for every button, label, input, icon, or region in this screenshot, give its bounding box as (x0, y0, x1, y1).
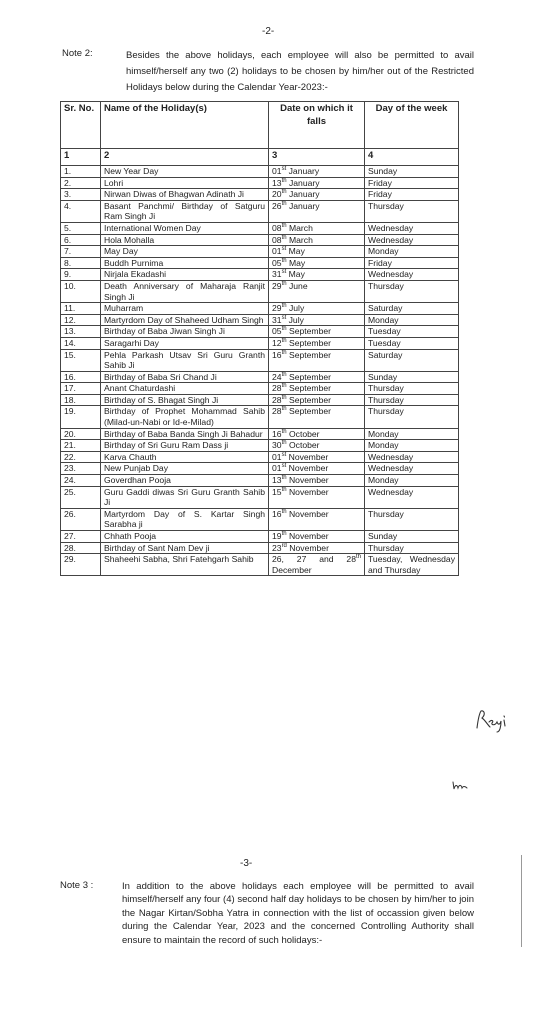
holiday-date (269, 406, 365, 428)
date-month: July (288, 314, 304, 325)
day-of-week: Friday (365, 257, 459, 269)
date-month: June (288, 280, 308, 291)
day-of-week: Thursday (365, 383, 459, 395)
date-suffix: th (281, 395, 287, 402)
table-row (61, 451, 459, 463)
date-suffix: th (281, 475, 287, 482)
holiday-name: Chhath Pooja (101, 531, 269, 543)
holiday-name: Lohri (101, 177, 269, 189)
date-suffix: th (281, 428, 287, 435)
holiday-date (269, 337, 365, 349)
holiday-name: Martyrdom Day of Shaheed Udham Singh (101, 314, 269, 326)
serial-number: 22. (61, 451, 101, 463)
date-month: March (288, 234, 313, 245)
date-day: 01 (272, 463, 282, 474)
serial-number: 3. (61, 189, 101, 201)
date-day: 16 (272, 508, 282, 519)
date-month: March (288, 222, 313, 233)
holiday-date (269, 257, 365, 269)
holiday-date (269, 177, 365, 189)
page-number-top: -2- (262, 26, 275, 37)
holiday-name: International Women Day (101, 222, 269, 234)
day-of-week: Thursday (365, 280, 459, 302)
holiday-date (269, 280, 365, 302)
day-of-week: Tuesday (365, 337, 459, 349)
holiday-date (269, 269, 365, 281)
holiday-name: Birthday of Prophet Mohammad Sahib (Milad-un-Nabi or Id-e-Milad) (101, 406, 269, 428)
date-suffix: th (281, 383, 287, 390)
date-month: November (288, 508, 329, 519)
day-of-week: Monday (365, 428, 459, 440)
page-number-bottom: -3- (240, 858, 253, 869)
date-month: May (288, 269, 305, 280)
date-month: January (288, 200, 320, 211)
table-row (61, 383, 459, 395)
date-day: 28 (272, 394, 282, 405)
holiday-name: Nirjala Ekadashi (101, 269, 269, 281)
holiday-name: Birthday of Sant Nam Dev ji (101, 542, 269, 554)
serial-number: 4. (61, 200, 101, 222)
holiday-name: Muharram (101, 303, 269, 315)
day-of-week: Wednesday (365, 222, 459, 234)
day-of-week: Thursday (365, 542, 459, 554)
date-month: November (288, 475, 329, 486)
note2-label: Note 2: (62, 48, 93, 59)
date-suffix: th (281, 303, 287, 310)
date-month: September (288, 326, 332, 337)
holiday-date (269, 383, 365, 395)
serial-number: 29. (61, 554, 101, 576)
table-row (61, 508, 459, 530)
serial-number: 11. (61, 303, 101, 315)
date-suffix: th (281, 406, 287, 413)
day-of-week: Thursday (365, 508, 459, 530)
day-of-week: Monday (365, 246, 459, 258)
table-row (61, 428, 459, 440)
date-suffix: th (281, 234, 287, 241)
holiday-name: Birthday of S. Bhagat Singh Ji (101, 394, 269, 406)
holiday-date (269, 349, 365, 371)
table-row (61, 554, 459, 576)
date-month: September (288, 337, 332, 348)
date-month: November (288, 463, 329, 474)
note3-label: Note 3 : (60, 880, 94, 891)
restricted-holidays-table (60, 101, 459, 576)
date-suffix: th (281, 371, 287, 378)
date-day: 01 (272, 246, 282, 257)
table-row (61, 349, 459, 371)
date-day: 13 (272, 177, 282, 188)
serial-number: 26. (61, 508, 101, 530)
day-of-week: Wednesday (365, 486, 459, 508)
holiday-name: Karva Chauth (101, 451, 269, 463)
holiday-date (269, 508, 365, 530)
table-row (61, 246, 459, 258)
date-suffix: rd (281, 542, 287, 549)
date-month: September (288, 406, 332, 417)
date-suffix: th (281, 200, 287, 207)
date-day: 08 (272, 222, 282, 233)
table-row (61, 177, 459, 189)
date-month: December (272, 564, 312, 575)
holiday-date (269, 371, 365, 383)
serial-number: 19. (61, 406, 101, 428)
note2-text: Besides the above holidays, each employee will also be permitted to avail himself/herself any two (2) holidays to be chosen by him/her out of the Restricted Holidays below during the Calendar Year-2023:- (126, 50, 474, 93)
day-of-week: Thursday (365, 200, 459, 222)
signature-initials (452, 780, 468, 792)
serial-number: 16. (61, 371, 101, 383)
holiday-date (269, 314, 365, 326)
holiday-name: Martyrdom Day of S. Kartar Singh Sarabha ji (101, 508, 269, 530)
holiday-date (269, 463, 365, 475)
date-day: 23 (272, 542, 282, 553)
day-of-week: Saturday (365, 303, 459, 315)
serial-number: 8. (61, 257, 101, 269)
date-day: 13 (272, 475, 282, 486)
date-day: 01 (272, 166, 282, 176)
date-day: 26 (272, 200, 282, 211)
date-suffix: th (281, 257, 287, 264)
holiday-date (269, 246, 365, 258)
col-number: 3 (269, 149, 365, 166)
day-of-week: Sunday (365, 371, 459, 383)
date-month: January (288, 189, 320, 200)
table-row (61, 222, 459, 234)
holiday-date (269, 440, 365, 452)
date-day: 19 (272, 531, 282, 541)
day-of-week: Friday (365, 189, 459, 201)
holiday-date (269, 531, 365, 543)
serial-number: 18. (61, 394, 101, 406)
serial-number: 1. (61, 166, 101, 178)
holiday-date (269, 542, 365, 554)
date-suffix: th (281, 281, 287, 288)
table-row (61, 440, 459, 452)
date-month: November (289, 542, 329, 553)
date-day: 05 (272, 326, 282, 337)
holiday-date (269, 486, 365, 508)
serial-number: 27. (61, 531, 101, 543)
day-of-week: Monday (365, 314, 459, 326)
serial-number: 12. (61, 314, 101, 326)
date-suffix: th (355, 554, 361, 561)
date-day: 28 (272, 383, 282, 394)
day-of-week: Thursday (365, 394, 459, 406)
serial-number: 21. (61, 440, 101, 452)
date-month: November (288, 486, 329, 497)
serial-number: 15. (61, 349, 101, 371)
table-row (61, 189, 459, 201)
table-row (61, 371, 459, 383)
holiday-date (269, 475, 365, 487)
table-row (61, 475, 459, 487)
date-suffix: st (281, 463, 287, 470)
date-day: 12 (272, 337, 282, 348)
holiday-date (269, 303, 365, 315)
serial-number: 7. (61, 246, 101, 258)
date-suffix: th (281, 189, 287, 196)
day-of-week: Wednesday (365, 234, 459, 246)
date-day: 31 (272, 269, 282, 280)
day-of-week: Tuesday (365, 326, 459, 338)
date-month: January (288, 166, 320, 176)
serial-number: 24. (61, 475, 101, 487)
holiday-name: New Punjab Day (101, 463, 269, 475)
holiday-name: May Day (101, 246, 269, 258)
date-suffix: th (281, 338, 287, 345)
table-row (61, 257, 459, 269)
table-row (61, 542, 459, 554)
holiday-date (269, 189, 365, 201)
table-row (61, 463, 459, 475)
serial-number: 25. (61, 486, 101, 508)
date-month: November (288, 531, 329, 541)
holiday-date (269, 222, 365, 234)
holiday-date (269, 326, 365, 338)
holiday-name: Goverdhan Pooja (101, 475, 269, 487)
date-suffix: st (281, 166, 287, 173)
holiday-name: Shaheehi Sabha, Shri Fatehgarh Sahib (101, 554, 269, 576)
holiday-name: Birthday of Baba Banda Singh Ji Bahadur (101, 428, 269, 440)
day-of-week: Monday (365, 475, 459, 487)
day-of-week: Wednesday (365, 463, 459, 475)
date-month: May (288, 246, 305, 257)
date-day: 30 (272, 440, 282, 451)
day-of-week: Thursday (365, 406, 459, 428)
date-day: 15 (272, 486, 282, 497)
serial-number: 14. (61, 337, 101, 349)
serial-number: 9. (61, 269, 101, 281)
date-month: January (288, 177, 320, 188)
table-row (61, 303, 459, 315)
date-day: 29 (272, 303, 282, 314)
date-day: 16 (272, 349, 282, 360)
table-row (61, 337, 459, 349)
date-suffix: th (281, 349, 287, 356)
serial-number: 20. (61, 428, 101, 440)
margin-line (521, 855, 522, 947)
date-month: July (288, 303, 305, 314)
holiday-date (269, 451, 365, 463)
holiday-name: Guru Gaddi diwas Sri Guru Granth Sahib Ji (101, 486, 269, 508)
date-day: 26, 27 and 28 (272, 554, 356, 565)
date-month: September (288, 371, 332, 382)
holiday-name: Nirwan Diwas of Bhagwan Adinath Ji (101, 189, 269, 201)
holiday-name: Buddh Purnima (101, 257, 269, 269)
table-body (61, 166, 459, 576)
holiday-name: Anant Chaturdashi (101, 383, 269, 395)
holiday-name: Birthday of Baba Jiwan Singh Ji (101, 326, 269, 338)
holiday-name: Hola Mohalla (101, 234, 269, 246)
holiday-name: Basant Panchmi/ Birthday of Satguru Ram Singh Ji (101, 200, 269, 222)
date-month: May (288, 257, 306, 268)
date-month: September (288, 383, 332, 394)
holiday-name: Pehla Parkash Utsav Sri Guru Granth Sahib Ji (101, 349, 269, 371)
table-row (61, 531, 459, 543)
table-row (61, 314, 459, 326)
table-row (61, 326, 459, 338)
holiday-name: Saragarhi Day (101, 337, 269, 349)
col-number: 4 (365, 149, 459, 166)
col-number: 1 (61, 149, 101, 166)
date-month: October (288, 440, 320, 451)
date-suffix: th (281, 486, 287, 493)
date-day: 08 (272, 234, 282, 245)
date-month: September (288, 349, 332, 360)
table-row (61, 166, 459, 178)
day-of-week: Sunday (365, 166, 459, 178)
table-row (61, 394, 459, 406)
day-of-week: Tuesday, Wednesday and Thursday (365, 554, 459, 576)
holiday-date (269, 394, 365, 406)
holiday-name: Birthday of Baba Sri Chand Ji (101, 371, 269, 383)
signature-renji (474, 708, 510, 734)
date-suffix: st (281, 314, 287, 321)
table-row (61, 234, 459, 246)
header-holiday-name: Name of the Holiday(s) (101, 102, 269, 149)
day-of-week: Monday (365, 440, 459, 452)
table-row (61, 200, 459, 222)
table-row (61, 269, 459, 281)
table-row (61, 486, 459, 508)
day-of-week: Wednesday (365, 269, 459, 281)
date-suffix: th (281, 508, 287, 515)
date-suffix: th (281, 223, 287, 230)
date-day: 31 (272, 314, 282, 325)
day-of-week: Friday (365, 177, 459, 189)
date-day: 20 (272, 189, 282, 200)
note3-text: In addition to the above holidays each employee will be permitted to avail himself/herself any four (4) second half day holidays to be chosen by him/her to join the Nagar Kirtan/Sobha Yatra in connection with the list of occassion given below during the Calendar Year, 2023 and the concerned Controlling Authority shall ensure to maintain the record of such holidays:- (122, 881, 474, 946)
holiday-date (269, 234, 365, 246)
header-sr-no: Sr. No. (61, 102, 101, 149)
date-month: September (288, 394, 332, 405)
date-suffix: th (281, 531, 287, 538)
date-suffix: th (281, 440, 287, 447)
date-month: November (288, 451, 329, 462)
date-month: October (288, 428, 320, 439)
day-of-week: Saturday (365, 349, 459, 371)
date-day: 01 (272, 451, 282, 462)
serial-number: 5. (61, 222, 101, 234)
date-suffix: th (281, 177, 287, 184)
holiday-date (269, 166, 365, 178)
date-day: 28 (272, 406, 282, 417)
header-date: Date on which it falls (269, 102, 365, 149)
holiday-name: Birthday of Sri Guru Ram Dass ji (101, 440, 269, 452)
serial-number: 17. (61, 383, 101, 395)
serial-number: 28. (61, 542, 101, 554)
serial-number: 10. (61, 280, 101, 302)
serial-number: 6. (61, 234, 101, 246)
date-suffix: st (281, 246, 287, 253)
day-of-week: Sunday (365, 531, 459, 543)
table-row (61, 280, 459, 302)
holiday-date (269, 554, 365, 576)
date-suffix: th (281, 326, 287, 333)
table-row (61, 406, 459, 428)
header-day: Day of the week (365, 102, 459, 149)
date-day: 29 (272, 280, 282, 291)
date-day: 16 (272, 428, 282, 439)
holiday-name: Death Anniversary of Maharaja Ranjit Singh Ji (101, 280, 269, 302)
col-number: 2 (101, 149, 269, 166)
holiday-date (269, 428, 365, 440)
date-suffix: st (281, 269, 287, 276)
day-of-week: Wednesday (365, 451, 459, 463)
date-suffix: st (281, 451, 287, 458)
date-day: 24 (272, 371, 282, 382)
serial-number: 2. (61, 177, 101, 189)
holiday-date (269, 200, 365, 222)
date-day: 05 (272, 257, 282, 268)
holiday-name: New Year Day (101, 166, 269, 178)
serial-number: 23. (61, 463, 101, 475)
serial-number: 13. (61, 326, 101, 338)
